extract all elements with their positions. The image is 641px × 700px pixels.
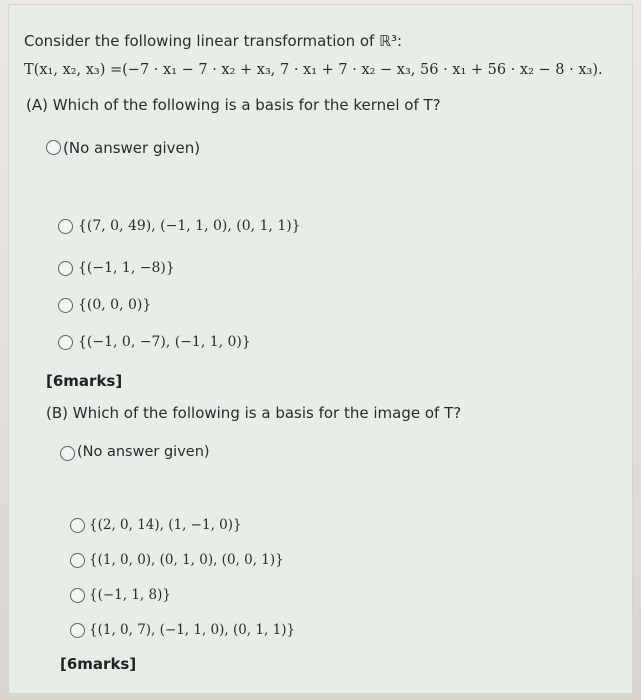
part-b-marks: [6marks] [60, 655, 137, 673]
option-label: {(2, 0, 14), (1, −1, 0)} [89, 517, 242, 533]
option-label: {(0, 0, 0)} [78, 297, 152, 313]
option-label: {(−1, 0, −7), (−1, 1, 0)} [78, 334, 251, 350]
part-b-question: (B) Which of the following is a basis for the image of T? [46, 404, 462, 422]
radio-button[interactable] [60, 446, 75, 461]
no-answer-label: (No answer given) [63, 139, 201, 157]
radio-button[interactable] [70, 588, 85, 603]
transformation-formula: T(x₁, x₂, x₃) =(−7 · x₁ − 7 · x₂ + x₃, 7 · x₁ + 7 · x₂ − x₃, 56 · x₁ + 56 · x₂ − 8 · x₃). [24, 62, 603, 78]
question-card [8, 4, 633, 694]
option-label: {(7, 0, 49), (−1, 1, 0), (0, 1, 1)} [78, 218, 301, 234]
option-label: {(1, 0, 7), (−1, 1, 0), (0, 1, 1)} [89, 622, 296, 638]
radio-button[interactable] [70, 518, 85, 533]
intro-text: Consider the following linear transformation of ℝ³: [24, 32, 403, 50]
radio-button[interactable] [58, 298, 73, 313]
option-label: {(−1, 1, 8)} [89, 587, 171, 603]
radio-button[interactable] [58, 219, 73, 234]
radio-button[interactable] [70, 623, 85, 638]
radio-button[interactable] [46, 140, 61, 155]
radio-button[interactable] [58, 261, 73, 276]
part-a-question: (A) Which of the following is a basis for the kernel of T? [26, 96, 441, 114]
no-answer-label: (No answer given) [77, 444, 210, 460]
option-label: {(−1, 1, −8)} [78, 260, 175, 276]
part-a-marks: [6marks] [46, 372, 123, 390]
radio-button[interactable] [58, 335, 73, 350]
radio-button[interactable] [70, 553, 85, 568]
option-label: {(1, 0, 0), (0, 1, 0), (0, 0, 1)} [89, 552, 284, 568]
